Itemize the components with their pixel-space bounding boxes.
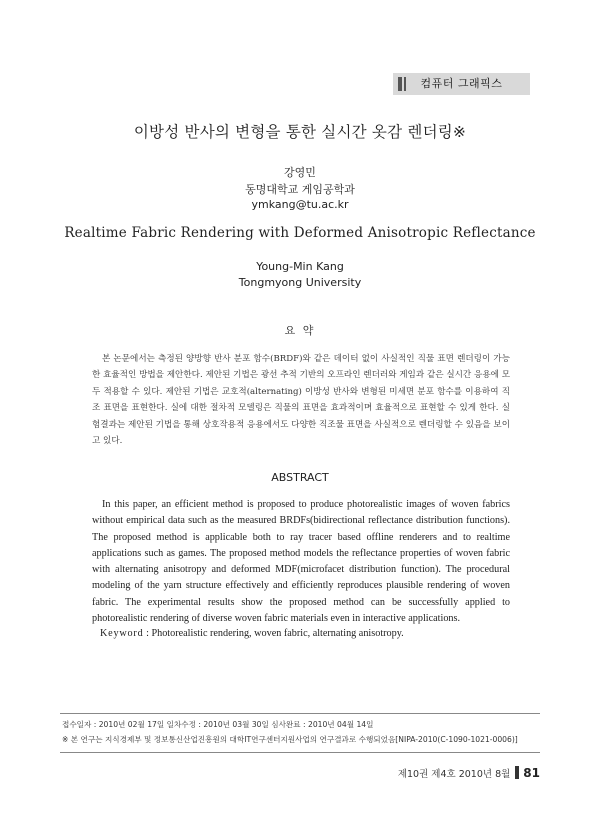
section-label	[393, 73, 530, 95]
author-email: ymkang@tu.ac.kr	[251, 198, 349, 211]
footer-separator	[515, 766, 519, 779]
section-bars-icon	[398, 77, 410, 91]
keywords-separator: :	[146, 628, 152, 639]
journal-info: 제10권 제4호 2010년 8월	[397, 769, 511, 780]
page-footer	[390, 765, 540, 781]
abstract-korean-heading: 요 약	[284, 324, 316, 337]
keywords	[100, 628, 520, 639]
abstract-english: In this paper, an efficient method is proposed to produce photorealistic images of woven fabrics without empirical data such as the measured BRDFs(bidirectional reflectance distribution functions). The proposed method is applicable both to ray tracer based offline renderers and to realtime applications such as games. The proposed method models the reflectance properties of woven fabric with alternating anisotropy and deformed MDF(microfacet distribution function). The procedural modeling of the yarn structure effectively and efficiently reproduces plausible rendering of woven fabric. The experimental results show the proposed method can be successfully applied to photorealistic rendering of diverse woven fabric materials even in interactive applications.	[92, 499, 510, 625]
author-korean: 강영민	[284, 166, 316, 179]
page-number: 81	[523, 766, 540, 780]
abstract-korean: 본 논문에서는 측정된 양방향 반사 분포 함수(BRDF)와 같은 데이터 없이 사실적인 직물 표면 렌더링이 가능한 효율적인 방법을 제안한다. 제안된 기법은 광선 추적 기반의 오프라인 렌더러와 게임과 같은 실시간 응용에 모두 적용할 수 있다. 제안된 기법은 교호적(alternating) 이방성 반사와 변형된 미세면 분포 함수를 이용하여 직조 표면을 표현한다. 실에 대한 절차적 모델링은 직물의 표면을 효과적이며 효율적으로 표현할 수 있게 한다. 실험결과는 제안된 기법을 통해 상호작용적 응용에서도 다양한 직조물 표면을 사실적으로 렌더링할 수 있음을 보이고 있다.	[92, 354, 510, 447]
affiliation-english: Tongmyong University	[238, 276, 362, 289]
footer-divider	[60, 752, 540, 753]
title-english: Realtime Fabric Rendering with Deformed Anisotropic Reflectance	[64, 225, 536, 241]
abstract-english-heading: ABSTRACT	[271, 471, 329, 484]
funding-note: ※ 본 연구는 지식경제부 및 정보통신산업진흥원의 대학IT연구센터지원사업의 연구결과로 수행되었음[NIPA-2010(C-1090-1021-0006)]	[62, 735, 518, 744]
keywords-label: Keyword	[100, 628, 144, 639]
footnote-divider	[60, 713, 540, 714]
keywords-text: Photorealistic rendering, woven fabric, alternating anisotropy.	[151, 628, 404, 639]
author-english: Young-Min Kang	[256, 260, 344, 273]
title-korean: 이방성 반사의 변형을 통한 실시간 옷감 렌더링※	[133, 123, 467, 141]
affiliation-korean: 동명대학교 게임공학과	[245, 183, 355, 196]
section-label-text: 컴퓨터 그래픽스	[420, 77, 503, 90]
dates-line: 접수일자 : 2010년 02월 17일 일차수정 : 2010년 03월 30일 심사완료 : 2010년 04월 14일	[62, 720, 374, 729]
